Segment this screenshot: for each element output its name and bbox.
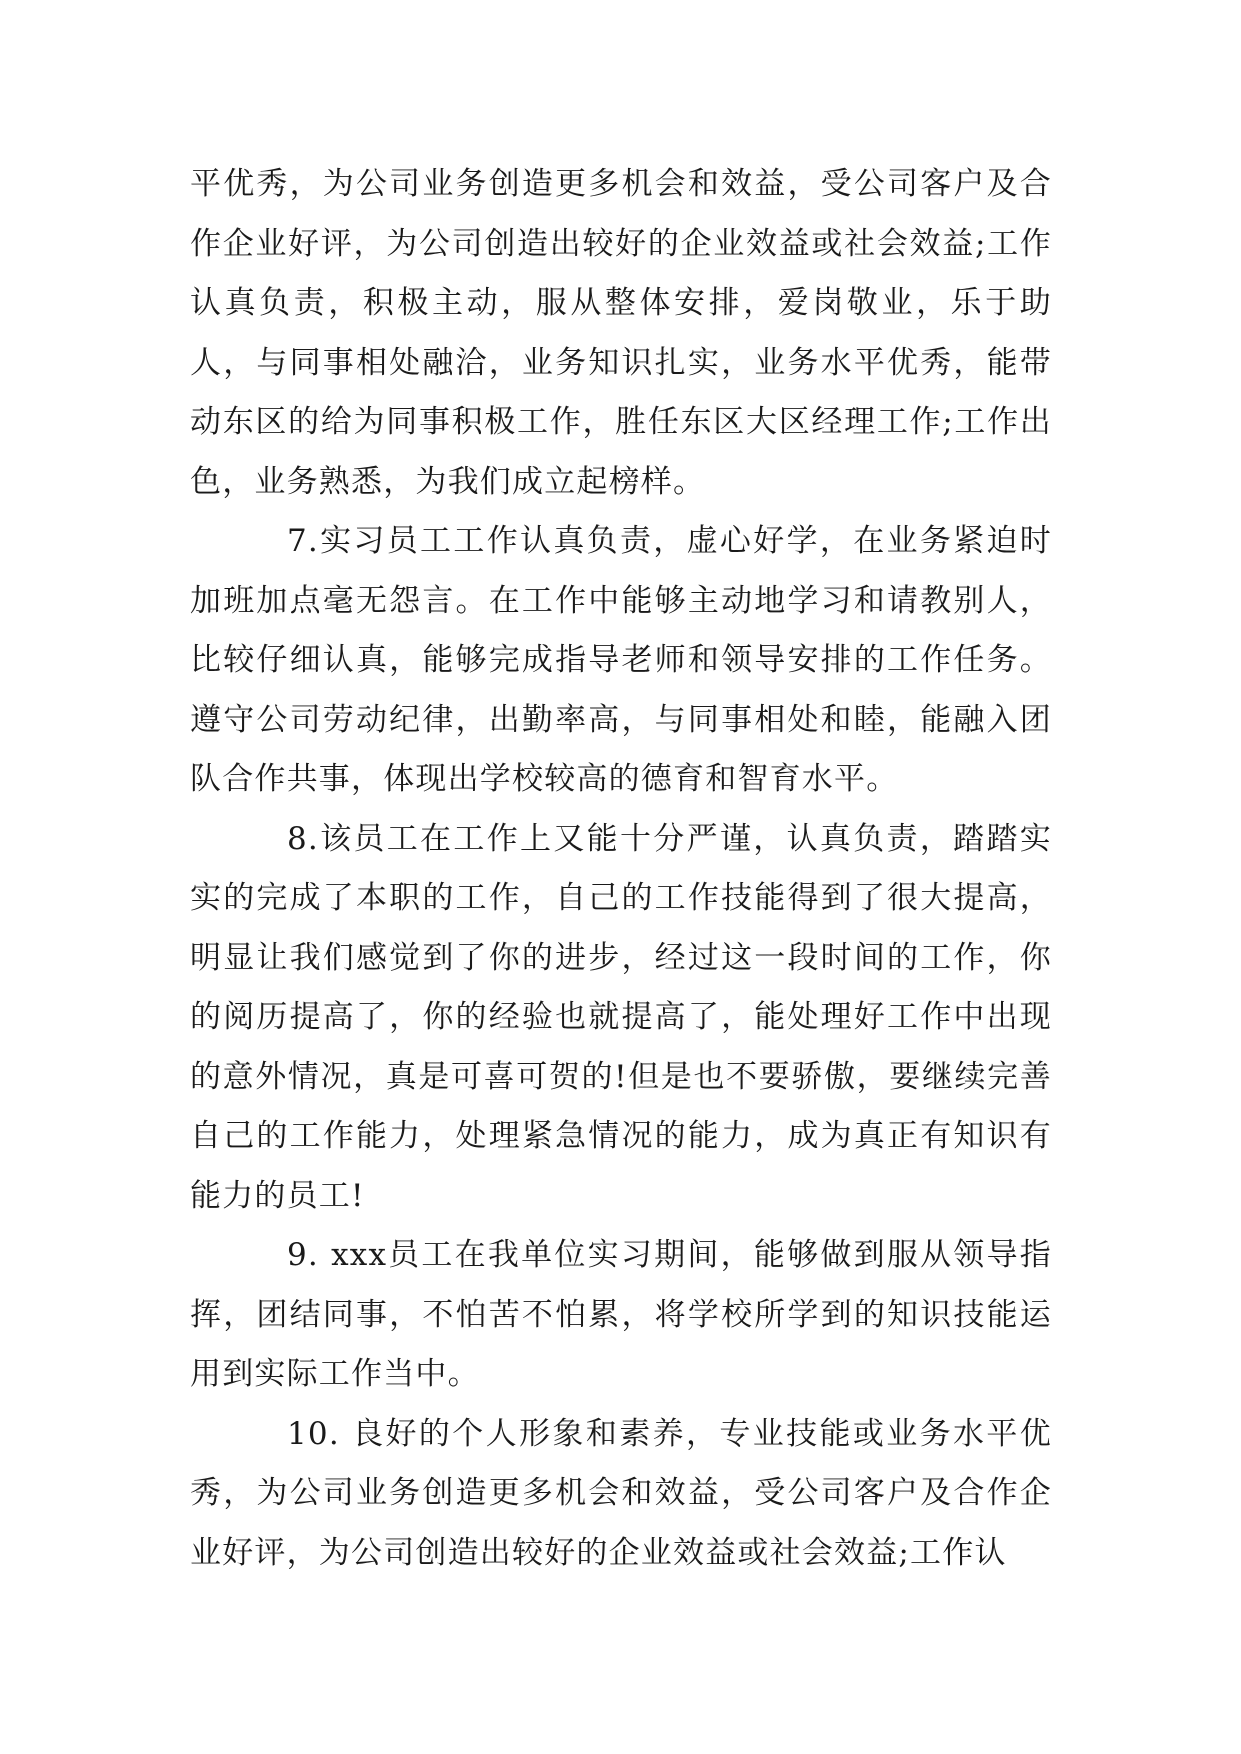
paragraph-item-9: 9. xxx员工在我单位实习期间，能够做到服从领导指挥，团结同事，不怕苦不怕累，将学校所学到的知识技能运用到实际工作当中。 bbox=[190, 1237, 1052, 1392]
paragraph-item-7: 7.实习员工工作认真负责，虚心好学，在业务紧迫时加班加点毫无怨言。在工作中能够主动地学习和请教别人，比较仔细认真，能够完成指导老师和领导安排的工作任务。遵守公司劳动纪律，出勤率高，与同事相处和睦，能融入团队合作共事，体现出学校较高的德育和智育水平。 bbox=[190, 523, 1052, 797]
paragraph-continuation: 平优秀，为公司业务创造更多机会和效益，受公司客户及合作企业好评，为公司创造出较好的企业效益或社会效益;工作认真负责，积极主动，服从整体安排，爱岗敬业，乐于助人，与同事相处融洽，业务知识扎实，业务水平优秀，能带动东区的给为同事积极工作，胜任东区大区经理工作;工作出色，业务熟悉，为我们成立起榜样。 bbox=[190, 166, 1052, 500]
paragraph-item-10: 10. 良好的个人形象和素养，专业技能或业务水平优秀，为公司业务创造更多机会和效益，受公司客户及合作企业好评，为公司创造出较好的企业效益或社会效益;工作认 bbox=[190, 1415, 1052, 1571]
document-body bbox=[190, 155, 1052, 1583]
paragraph-item-8: 8.该员工在工作上又能十分严谨，认真负责，踏踏实实的完成了本职的工作，自己的工作技能得到了很大提高，明显让我们感觉到了你的进步，经过这一段时间的工作，你的阅历提高了，你的经验也就提高了，能处理好工作中出现的意外情况，真是可喜可贺的!但是也不要骄傲，要继续完善自己的工作能力，处理紧急情况的能力，成为真正有知识有能力的员工! bbox=[190, 820, 1052, 1214]
